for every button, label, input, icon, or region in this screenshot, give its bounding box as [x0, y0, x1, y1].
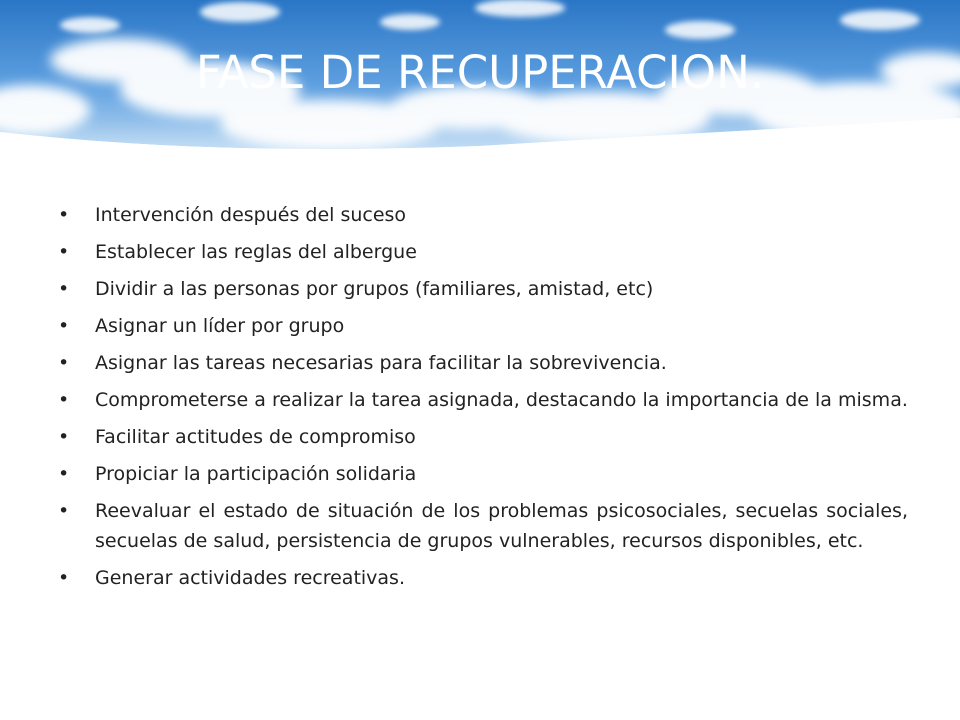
list-item-text: Asignar las tareas necesarias para facilitar la sobrevivencia. — [95, 352, 667, 374]
list-item-text: Facilitar actitudes de compromiso — [95, 426, 416, 448]
list-item — [58, 459, 908, 489]
list-item — [58, 311, 908, 341]
bullet-glyph: • — [58, 389, 70, 411]
list-item-text: Dividir a las personas por grupos (familiares, amistad, etc) — [95, 278, 654, 300]
bullet-glyph: • — [58, 241, 70, 263]
list-item — [58, 348, 908, 378]
list-item-text: Asignar un líder por grupo — [95, 315, 345, 337]
list-item — [58, 274, 908, 304]
list-item — [58, 385, 908, 415]
bullet-glyph: • — [58, 500, 70, 522]
list-item — [58, 422, 908, 452]
list-item — [58, 237, 908, 267]
list-item-text: Establecer las reglas del albergue — [95, 241, 417, 263]
bullet-glyph: • — [58, 204, 70, 226]
bullet-glyph: • — [58, 463, 70, 485]
slide-title: FASE DE RECUPERACION. — [195, 46, 765, 99]
bullet-glyph: • — [58, 567, 70, 589]
list-item-text: Comprometerse a realizar la tarea asignada, destacando la importancia de la misma. — [95, 389, 908, 411]
list-item — [58, 496, 908, 556]
list-item-text: Propiciar la participación solidaria — [95, 463, 417, 485]
bullet-glyph: • — [58, 352, 70, 374]
bullet-list — [58, 200, 908, 600]
bullet-glyph: • — [58, 426, 70, 448]
list-item — [58, 200, 908, 230]
list-item-text: Generar actividades recreativas. — [95, 567, 405, 589]
bullet-glyph: • — [58, 278, 70, 300]
bullet-glyph: • — [58, 315, 70, 337]
list-item — [58, 563, 908, 593]
list-item-text: Intervención después del suceso — [95, 204, 407, 226]
list-item-text: Reevaluar el estado de situación de los problemas psicosociales, secuelas sociales, secuelas de salud, persistencia de grupos vulnerables, recursos disponibles, etc. — [95, 500, 908, 552]
